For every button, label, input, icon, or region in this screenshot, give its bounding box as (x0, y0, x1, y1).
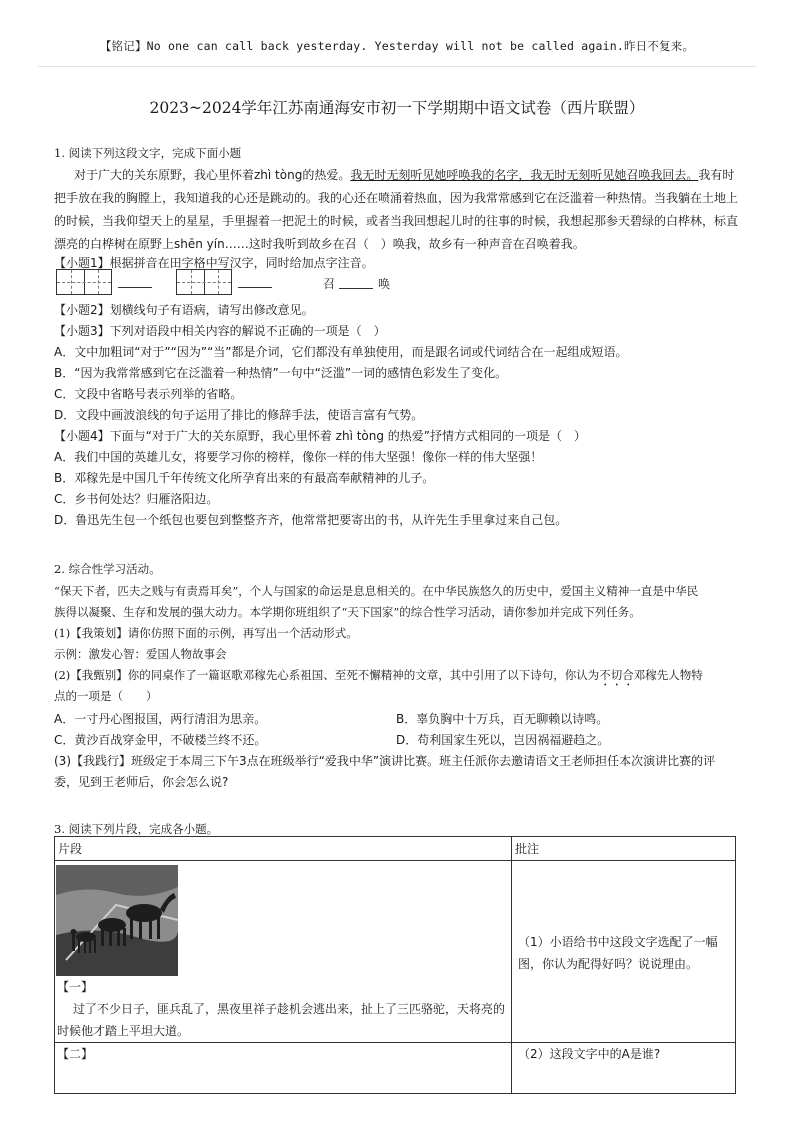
q2-task-3-line-1: (3)【我践行】班级定于本周三下午3点在班级举行“爱我中华”演讲比赛。班主任派你去邀请语文王老师担任本次演讲比赛的评 (54, 754, 716, 768)
table-header-note (512, 837, 736, 861)
camel-illustration-drawing (56, 865, 178, 976)
q2-option-d: D．苟利国家生死以，岂因祸福避趋之。 (396, 733, 610, 747)
q1-heading: 1. 阅读下列这段文字，完成下面小题 (54, 146, 242, 160)
pinyin-blank-2[interactable] (238, 286, 272, 288)
q1-subq4-option-b: B．邓稼先是中国几千年传统文化所孕育出来的有最高奉献精神的儿子。 (54, 471, 435, 485)
q1-subq3-option-d: D．文段中画波浪线的句子运用了排比的修辞手法，使语言富有气势。 (54, 408, 424, 422)
q2-task-2-line-1 (54, 667, 703, 689)
q1-subq4-option-a: A．我们中国的英雄儿女，将要学习你的榜样，像你一样的伟大坚强！像你一样的伟大坚强！ (54, 450, 543, 464)
q2-task-2-line-2: 点的一项是（ ） (54, 689, 158, 703)
page-title: 2023~2024学年江苏南通海安市初一下学期期中语文试卷（西片联盟） (149, 99, 645, 117)
note-cell-2 (512, 1043, 736, 1094)
q2-task-3-line-2: 委，见到王老师后，你会怎么说? (54, 775, 229, 789)
q1-subq4: 【小题4】下面与“对于广大的关东原野，我心里怀着 zhì tòng 的热爱”抒情方式相同的一项是（ ） (54, 429, 587, 443)
header-motto: 【铭记】No one can call back yesterday. Yesterday will not be called again.昨日不复来。 (99, 39, 695, 53)
q3-fragment-table (54, 836, 736, 1094)
fragment-cell-1 (55, 861, 512, 1043)
note-1-line-1: （1）小语给书中这段文字选配了一幅 (518, 935, 718, 949)
huan-char: 唤 (378, 277, 391, 291)
zhao-pinyin-blank[interactable] (339, 287, 373, 289)
q1-subq3-option-a: A．文中加粗词“对于”“因为”“当”都是介词，它们都没有单独使用，而是跟名词或代词结合在一起组成短语。 (54, 345, 628, 359)
q1-passage-line-1 (74, 166, 734, 183)
q2-intro-line-1: “保天下者，匹夫之贱与有责焉耳矣”，个人与国家的命运是息息相关的。在中华民族悠久的历史中，爱国主义精神一直是中华民 (54, 584, 699, 598)
header-note-label: 批注 (515, 842, 540, 856)
fragment-1-text-line-2: 时候他才踏上平坦大道。 (57, 1024, 190, 1038)
fragment-2-label: 【二】 (57, 1047, 94, 1061)
q1-subq3: 【小题3】下列对语段中相关内容的解说不正确的一项是（ ） (54, 324, 386, 338)
q2-option-c: C．黄沙百战穿金甲，不破楼兰终不还。 (54, 733, 267, 747)
q1-subq4-option-c: C．乡书何处达？归雁洛阳边。 (54, 492, 219, 506)
q2-heading: 2. 综合性学习活动。 (54, 562, 161, 576)
note-1-line-2: 图，你认为配得好吗？说说理由。 (518, 957, 699, 971)
q1-subq1: 【小题1】根据拼音在田字格中写汉字，同时给加点字注音。 (54, 256, 374, 270)
q2-option-b: B．辜负胸中十万兵，百无聊赖以诗鸣。 (396, 712, 609, 726)
q1-passage-line-4: 漂亮的白桦树在原野上shēn yín……这时我听到故乡在召（ ）唤我，故乡有一种声音在召唤着我。 (54, 237, 585, 251)
table-header-row (55, 837, 736, 861)
tianzige-box-1[interactable] (56, 269, 112, 295)
q1-passage-1c: 我有时 (698, 168, 735, 182)
tianzige-box-2[interactable] (176, 269, 232, 295)
header-divider (38, 66, 756, 67)
q1-subq3-option-b: B．“因为我常常感到它在泛滥着一种热情”一句中“泛滥”一词的感情色彩发生了变化。 (54, 366, 508, 380)
q2-task-2-text-end: 邓稼先人物特 (633, 668, 703, 682)
note-cell-1 (512, 861, 736, 1043)
q1-passage-line-2: 把手放在我的胸膛上，我知道我的心还是跳动的。我的心还在喷涌着热血，因为我常常感到它在泛滥着一种热情。当我躺在土地上 (54, 191, 739, 205)
q3-heading: 3. 阅读下列片段，完成各小题。 (54, 822, 219, 836)
fragment-1-label: 【一】 (57, 980, 94, 994)
camel-illustration (56, 865, 178, 976)
q2-emphasis-text: 不切合 (599, 668, 634, 682)
table-row (55, 861, 736, 1043)
note-1 (512, 861, 735, 975)
q1-subq2: 【小题2】划横线句子有语病，请写出修改意见。 (54, 303, 314, 317)
q1-subq3-option-c: C．文段中省略号表示列举的省略。 (54, 387, 243, 401)
fragment-1-text-line-1: 过了不少日子，匪兵乱了，黑夜里祥子趁机会逃出来，扯上了三匹骆驼，天将亮的 (73, 1002, 506, 1016)
table-header-fragment (55, 837, 512, 861)
fragment-cell-2 (55, 1043, 512, 1094)
q2-intro-line-2: 族得以凝聚、生存和发展的强大动力。本学期你班组织了“天下国家”的综合性学习活动，请你参加并完成下列任务。 (54, 605, 641, 619)
q2-task-2-text: (2)【我甄别】你的同桌作了一篇讴歌邓稼先心系祖国、至死不懈精神的文章，其中引用了以下诗句，你认为 (54, 668, 600, 682)
zhao-char: 召 (323, 277, 336, 291)
q2-example: 示例：激发心智：爱国人物故事会 (54, 647, 227, 661)
q1-underlined-sentence: 我无时无刻听见她呼唤我的名字，我无时无刻听见她召唤我回去。 (350, 168, 699, 182)
note-2: （2）这段文字中的A是谁? (518, 1047, 661, 1061)
pinyin-blank-1[interactable] (118, 286, 152, 288)
q2-option-a: A．一寸丹心图报国，两行清泪为思亲。 (54, 712, 267, 726)
table-row (55, 1043, 736, 1094)
header-fragment-label: 片段 (58, 842, 83, 856)
q1-passage-1a: 对于广大的关东原野，我心里怀着zhì tòng的热爱。 (74, 168, 351, 182)
q1-subq4-option-d: D．鲁迅先生包一个纸包也要包到整整齐齐，他常常把要寄出的书，从许先生手里拿过来自己包。 (54, 513, 568, 527)
q2-task-1: (1)【我策划】请你仿照下面的示例，再写出一个活动形式。 (54, 626, 358, 640)
q1-passage-line-3: 的时候，当我仰望天上的星星，手里握着一把泥土的时候，或者当我回想起儿时的往事的时候，我想起那参天碧绿的白桦林，标直 (54, 214, 739, 228)
